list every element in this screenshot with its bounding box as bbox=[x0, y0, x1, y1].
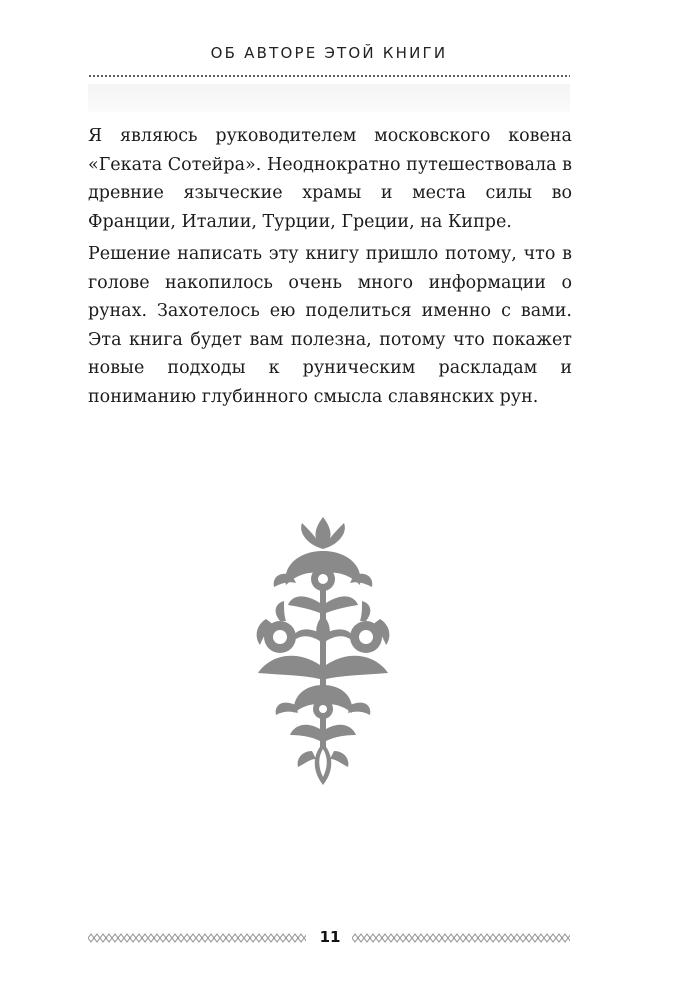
folk-pattern-border-icon bbox=[88, 932, 306, 944]
paragraph-1: Я являюсь руководителем московского ковена «Геката Сотейра». Неоднократно путешествовала в древние языческие храмы и места силы во Франции, Италии, Турции, Греции, на Кипре. bbox=[88, 126, 572, 232]
dotted-divider bbox=[88, 74, 570, 78]
running-header: ОБ АВТОРЕ ЭТОЙ КНИГИ bbox=[210, 44, 448, 62]
page-footer bbox=[88, 928, 570, 952]
header-shade-band bbox=[88, 84, 570, 112]
body-text bbox=[88, 122, 572, 415]
folk-pattern-border-icon bbox=[352, 932, 570, 944]
paragraph-2: Решение написать эту книгу пришло потому, что в голове накопилось очень много информации о рунах. Захотелось ею поделиться именно с вами. Эта книга будет вам полезна, потому что покажет новые подходы к руническим раскладам и пониманию глубинного смысла славянских рун. bbox=[88, 244, 572, 407]
folk-floral-ornament-icon bbox=[252, 515, 394, 787]
page-number: 11 bbox=[319, 928, 341, 946]
